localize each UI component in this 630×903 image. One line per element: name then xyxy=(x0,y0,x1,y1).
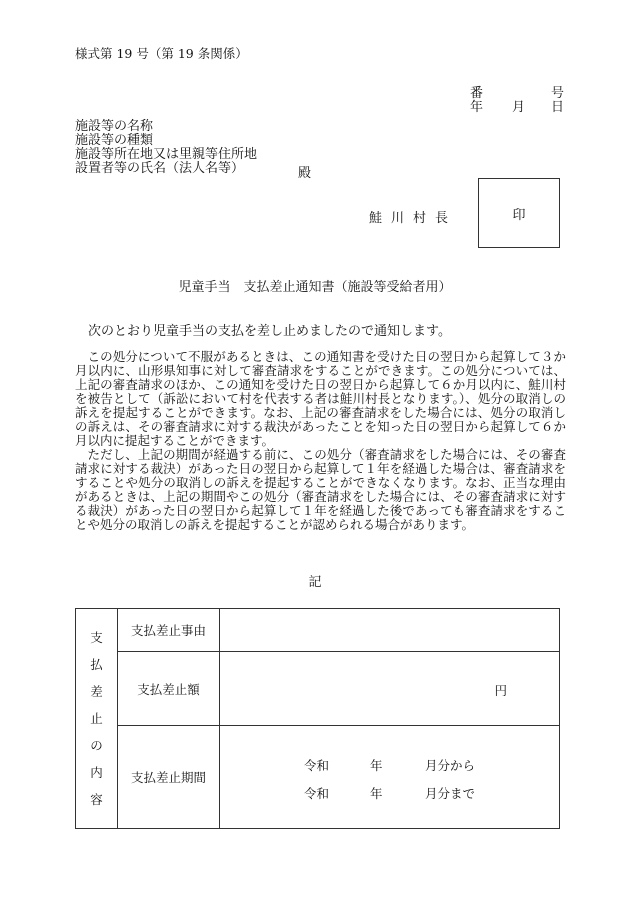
period-start-month: 月分から xyxy=(425,758,476,773)
facility-address-label: 施設等所在地又は里親等住所地 xyxy=(75,147,258,162)
number-label: 番 xyxy=(470,86,484,101)
period-end-year: 年 xyxy=(370,786,383,801)
proviso-paragraph: ただし、上記の期間が経過する前に、この処分（審査請求をした場合には、その審査請求に対する裁決）があった日の翌日から起算して１年を経過した場合は、審査請求をすることや処分の取消しの訴えを提起することができなくなります。なお、正当な理由があるときは、上記の期間やこの処分（審査請求をした場合には、その審査請求に対する裁決）があった日の翌日から起算して１年を経過した後であっても審査請求をすることや処分の取消しの訴えを提起することが認められる場合があります。 xyxy=(75,447,566,532)
section-char: 止 xyxy=(90,711,103,726)
document-title: 児童手当 支払差止通知書（施設等受給者用） xyxy=(178,280,452,295)
ki-heading: 記 xyxy=(308,575,322,590)
section-char: の xyxy=(90,738,103,753)
reason-label: 支払差止事由 xyxy=(118,609,220,652)
date-month: 月 xyxy=(512,100,526,115)
section-char: 払 xyxy=(90,657,103,672)
form-number: 様式第 19 号（第 19 条関係） xyxy=(75,46,248,61)
issuer-mayor: 鮭川村長 xyxy=(369,211,458,226)
period-end-month: 月分まで xyxy=(425,786,476,801)
seal-box xyxy=(478,178,560,248)
section-label xyxy=(76,609,118,829)
period-start-era: 令和 xyxy=(304,758,330,773)
amount-value[interactable] xyxy=(220,652,560,726)
suspension-details-table xyxy=(75,608,560,829)
section-char: 内 xyxy=(90,765,103,780)
period-value[interactable] xyxy=(220,726,560,829)
section-char: 支 xyxy=(90,630,103,645)
date-year: 年 xyxy=(470,100,484,115)
facility-name-label: 施設等の名称 xyxy=(75,119,154,134)
date-day: 日 xyxy=(550,100,564,115)
yen-unit: 円 xyxy=(494,683,507,698)
appeal-paragraph: この処分について不服があるときは、この通知書を受けた日の翌日から起算して３か月以内に、山形県知事に対して審査請求をすることができます。この処分については、上記の審査請求のほか、この通知を受けた日の翌日から起算して６か月以内に、鮭川村を被告として（訴訟において村を代表する者は鮭川村長となります。）、処分の取消しの訴えを提起することができます。なお、上記の審査請求をした場合には、処分の取消しの訴えは、その審査請求に対する裁決があったことを知った日の翌日から起算して６か月以内に提起することができます。 xyxy=(75,349,566,448)
facility-type-label: 施設等の種類 xyxy=(75,133,154,148)
period-label: 支払差止期間 xyxy=(118,726,220,829)
founder-name-label: 設置者等の氏名（法人名等） xyxy=(75,161,245,176)
notice-body xyxy=(75,350,566,532)
section-char: 容 xyxy=(90,792,103,807)
honorific: 殿 xyxy=(298,166,312,181)
number-suffix: 号 xyxy=(550,86,564,101)
section-char: 差 xyxy=(90,684,103,699)
seal-label: 印 xyxy=(512,207,526,223)
intro-text: 次のとおり児童手当の支払を差し止めましたので通知します。 xyxy=(88,324,451,339)
amount-label: 支払差止額 xyxy=(118,652,220,726)
reason-value[interactable] xyxy=(220,609,560,652)
period-end-era: 令和 xyxy=(304,786,330,801)
recipient-block xyxy=(75,120,257,176)
period-start-year: 年 xyxy=(370,758,383,773)
